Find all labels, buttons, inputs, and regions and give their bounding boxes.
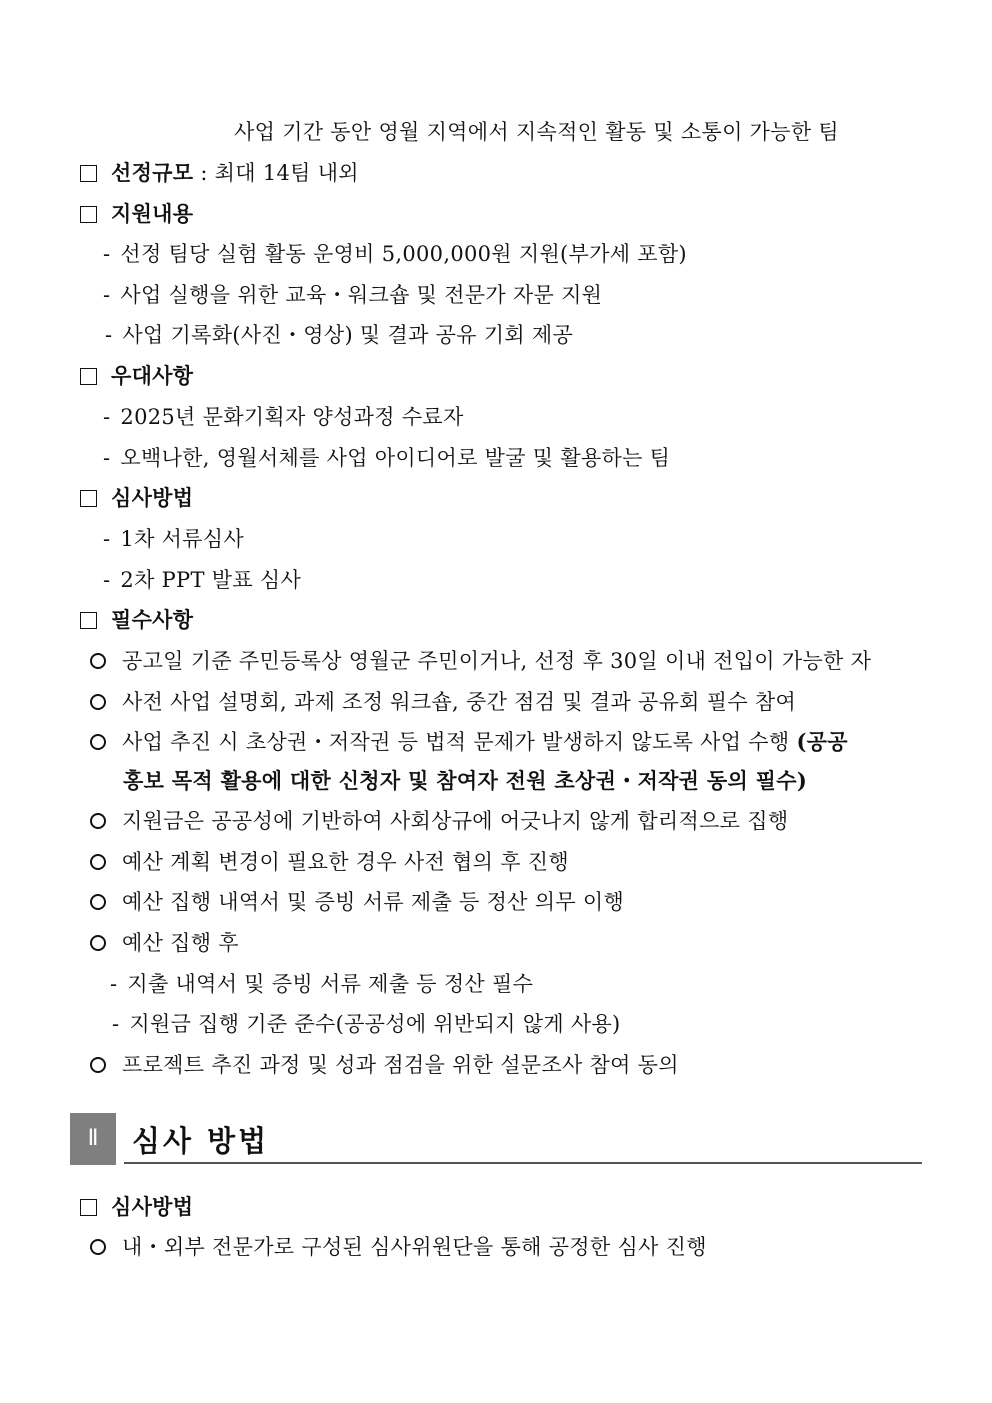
dash-bullet: - xyxy=(103,527,111,551)
list-item-text: 오백나한, 영월서체를 사업 아이디어로 발굴 및 활용하는 팀 xyxy=(120,446,671,470)
dash-bullet: - xyxy=(103,283,111,307)
item-support-heading xyxy=(80,199,193,229)
bullet-item-text: 지원금은 공공성에 기반하여 사회상규에 어긋나지 않게 합리적으로 집행 xyxy=(122,809,789,833)
circle-bullet-icon xyxy=(90,694,106,710)
bullet-item-text: 공고일 기준 주민등록상 영월군 주민이거나, 선정 후 30일 이내 전입이 가능한 자 xyxy=(122,649,872,673)
checkbox-square-icon xyxy=(80,165,97,182)
list-item xyxy=(103,239,687,269)
bullet-item xyxy=(90,1050,679,1080)
bullet-item-text: 내・외부 전문가로 구성된 심사위원단을 통해 공정한 심사 진행 xyxy=(122,1235,707,1259)
list-item xyxy=(103,402,464,432)
circle-bullet-icon xyxy=(90,653,106,669)
bullet-item xyxy=(90,806,788,836)
item-required-heading xyxy=(80,605,193,635)
bullet-item-text: 사전 사업 설명회, 과제 조정 워크숍, 중간 점검 및 결과 공유회 필수 참여 xyxy=(122,690,797,714)
list-item xyxy=(103,280,602,310)
checkbox-square-icon xyxy=(80,206,97,223)
bullet-item-text: 프로젝트 추진 과정 및 성과 점검을 위한 설문조사 참여 동의 xyxy=(122,1053,679,1077)
dash-bullet: - xyxy=(112,1012,120,1036)
list-item-text: 2차 PPT 발표 심사 xyxy=(120,568,302,592)
list-item-text: 지원금 집행 기준 준수(공공성에 위반되지 않게 사용) xyxy=(129,1012,621,1036)
bullet-item xyxy=(90,1232,707,1262)
list-item-text: 사업 실행을 위한 교육・워크숍 및 전문가 자문 지원 xyxy=(120,283,603,307)
list-item-text: 2025년 문화기획자 양성과정 수료자 xyxy=(120,405,464,429)
bullet-item-text: 예산 계획 변경이 필요한 경우 사전 협의 후 진행 xyxy=(122,850,569,874)
circle-bullet-icon xyxy=(90,813,106,829)
item-review-method-heading xyxy=(80,1192,193,1222)
bullet-item-emphasis: (공공 xyxy=(796,729,848,754)
section-underline xyxy=(124,1162,922,1164)
list-item xyxy=(103,565,301,595)
circle-bullet-icon xyxy=(90,1239,106,1255)
dash-bullet: - xyxy=(103,242,111,266)
circle-bullet-icon xyxy=(90,854,106,870)
dash-bullet: - xyxy=(103,568,111,592)
bullet-item-text: 예산 집행 후 xyxy=(122,931,239,955)
section-title: 심사 방법 xyxy=(132,1124,270,1158)
checkbox-square-icon xyxy=(80,612,97,629)
text-line: 사업 기간 동안 영월 지역에서 지속적인 활동 및 소통이 가능한 팀 xyxy=(234,120,839,144)
list-item xyxy=(110,969,533,999)
item-selection-scale xyxy=(80,158,359,188)
bullet-item xyxy=(90,928,239,958)
dash-bullet: - xyxy=(103,446,111,470)
scale-value: : 최대 14팀 내외 xyxy=(193,161,359,185)
dash-bullet: - xyxy=(103,405,111,429)
list-item xyxy=(103,524,244,554)
list-item-text: 1차 서류심사 xyxy=(120,527,244,551)
heading-label: 지원내용 xyxy=(111,201,194,226)
checkbox-square-icon xyxy=(80,368,97,385)
checkbox-square-icon xyxy=(80,1199,97,1216)
heading-label: 심사방법 xyxy=(111,1194,194,1219)
list-item-text: 선정 팀당 실험 활동 운영비 5,000,000원 지원(부가세 포함) xyxy=(120,242,687,266)
list-item-text: 지출 내역서 및 증빙 서류 제출 등 정산 필수 xyxy=(127,972,534,996)
bullet-item xyxy=(90,847,569,877)
dash-bullet: - xyxy=(105,323,113,347)
bullet-item xyxy=(90,646,871,676)
heading-label: 심사방법 xyxy=(111,485,194,510)
section-heading xyxy=(70,1113,922,1165)
bullet-item xyxy=(90,887,624,917)
list-item xyxy=(105,320,573,350)
checkbox-square-icon xyxy=(80,490,97,507)
bullet-item-continuation: 홍보 목적 활용에 대한 신청자 및 참여자 전원 초상권・저작권 동의 필수) xyxy=(123,768,808,793)
circle-bullet-icon xyxy=(90,894,106,910)
item-review-heading xyxy=(80,483,193,513)
circle-bullet-icon xyxy=(90,734,106,750)
dash-bullet: - xyxy=(110,972,118,996)
bullet-item xyxy=(90,727,848,757)
heading-label: 필수사항 xyxy=(111,607,194,632)
heading-label: 우대사항 xyxy=(111,363,194,388)
bullet-item-text: 예산 집행 내역서 및 증빙 서류 제출 등 정산 의무 이행 xyxy=(122,890,625,914)
section-number-badge: Ⅱ xyxy=(70,1113,116,1165)
list-item-text: 사업 기록화(사진・영상) 및 결과 공유 기회 제공 xyxy=(122,323,574,347)
bullet-item-text: 사업 추진 시 초상권・저작권 등 법적 문제가 발생하지 않도록 사업 수행 xyxy=(122,730,797,754)
circle-bullet-icon xyxy=(90,1057,106,1073)
list-item xyxy=(103,443,670,473)
bullet-item xyxy=(90,687,796,717)
list-item xyxy=(112,1009,621,1039)
heading-label: 선정규모 xyxy=(111,160,194,185)
item-preference-heading xyxy=(80,361,193,391)
circle-bullet-icon xyxy=(90,935,106,951)
